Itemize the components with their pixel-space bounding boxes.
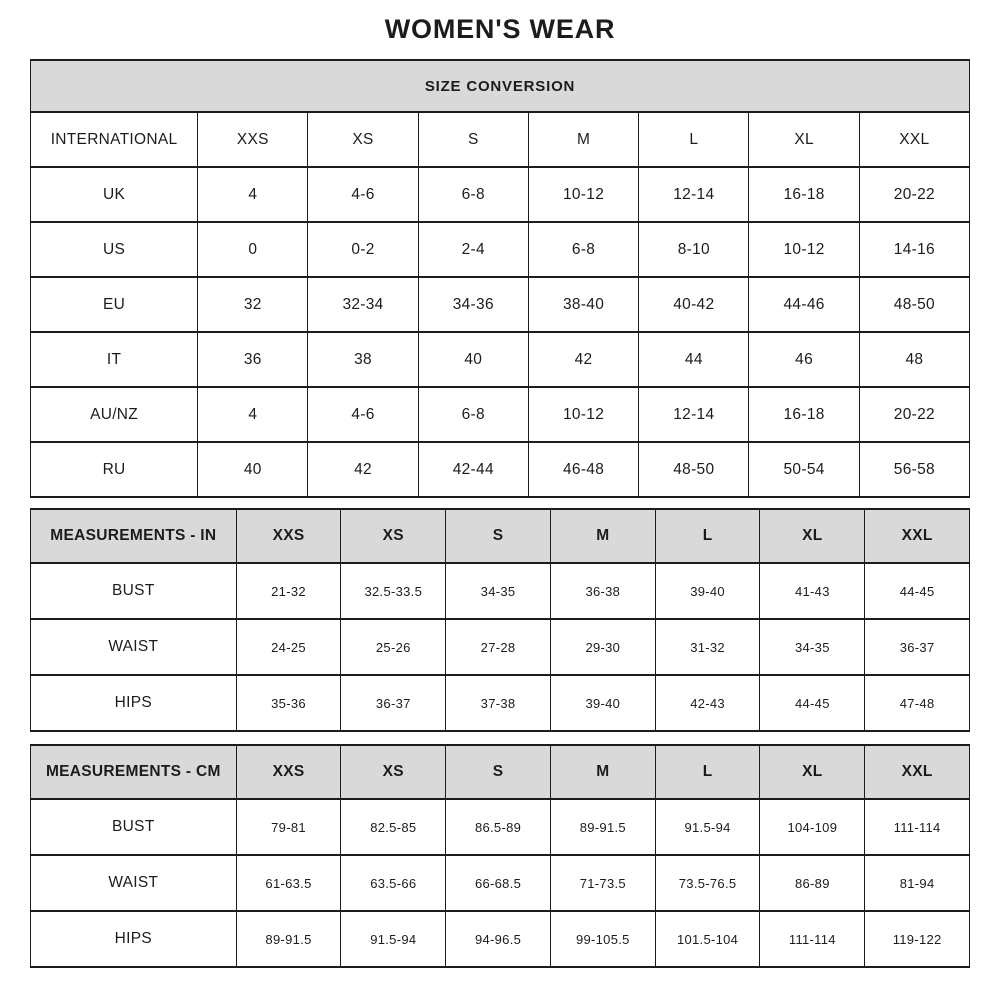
- row-label: EU: [31, 277, 198, 332]
- value-cell: 20-22: [859, 167, 969, 222]
- value-cell: 27-28: [446, 619, 551, 675]
- table-title-cell: MEASUREMENTS - CM: [31, 745, 237, 799]
- table-row: [31, 442, 970, 497]
- size-column-header: S: [446, 745, 551, 799]
- value-cell: 34-36: [418, 277, 528, 332]
- value-cell: 6-8: [418, 387, 528, 442]
- size-column-header: XL: [760, 745, 865, 799]
- row-label: WAIST: [31, 619, 237, 675]
- size-column-header: XXS: [236, 509, 341, 563]
- size-column-header: L: [639, 112, 749, 167]
- value-cell: 79-81: [236, 799, 341, 855]
- value-cell: 40-42: [639, 277, 749, 332]
- row-label: WAIST: [31, 855, 237, 911]
- value-cell: 21-32: [236, 563, 341, 619]
- value-cell: 42: [528, 332, 638, 387]
- table-header-row: [31, 745, 970, 799]
- table-row: [31, 911, 970, 967]
- table-row: [31, 855, 970, 911]
- value-cell: 111-114: [865, 799, 970, 855]
- value-cell: 14-16: [859, 222, 969, 277]
- table-row: [31, 675, 970, 731]
- size-column-header: XS: [341, 745, 446, 799]
- value-cell: 86.5-89: [446, 799, 551, 855]
- value-cell: 40: [418, 332, 528, 387]
- size-column-header: XXL: [859, 112, 969, 167]
- table-row: [31, 619, 970, 675]
- value-cell: 32.5-33.5: [341, 563, 446, 619]
- row-label: BUST: [31, 799, 237, 855]
- size-column-header: M: [550, 745, 655, 799]
- value-cell: 63.5-66: [341, 855, 446, 911]
- size-column-header: XL: [749, 112, 859, 167]
- value-cell: 12-14: [639, 167, 749, 222]
- value-cell: 8-10: [639, 222, 749, 277]
- value-cell: 4-6: [308, 167, 418, 222]
- value-cell: 47-48: [865, 675, 970, 731]
- value-cell: 36-37: [865, 619, 970, 675]
- size-column-header: S: [418, 112, 528, 167]
- value-cell: 10-12: [528, 167, 638, 222]
- measurements-cm-table-body: [31, 799, 970, 967]
- value-cell: 46-48: [528, 442, 638, 497]
- value-cell: 16-18: [749, 167, 859, 222]
- table-row: [31, 563, 970, 619]
- value-cell: 32: [198, 277, 308, 332]
- value-cell: 10-12: [749, 222, 859, 277]
- table-header-row: [31, 509, 970, 563]
- table-row: [31, 167, 970, 222]
- row-label: HIPS: [31, 675, 237, 731]
- value-cell: 61-63.5: [236, 855, 341, 911]
- value-cell: 71-73.5: [550, 855, 655, 911]
- value-cell: 35-36: [236, 675, 341, 731]
- value-cell: 6-8: [418, 167, 528, 222]
- table-title-cell: MEASUREMENTS - IN: [31, 509, 237, 563]
- table-row: [31, 332, 970, 387]
- value-cell: 42: [308, 442, 418, 497]
- value-cell: 86-89: [760, 855, 865, 911]
- size-column-header: XXL: [865, 509, 970, 563]
- row-label: IT: [31, 332, 198, 387]
- value-cell: 6-8: [528, 222, 638, 277]
- value-cell: 42-43: [655, 675, 760, 731]
- value-cell: 82.5-85: [341, 799, 446, 855]
- size-column-header: XXL: [865, 745, 970, 799]
- size-column-header: M: [528, 112, 638, 167]
- table-title-cell: INTERNATIONAL: [31, 112, 198, 167]
- value-cell: 4: [198, 167, 308, 222]
- row-label: RU: [31, 442, 198, 497]
- row-label: AU/NZ: [31, 387, 198, 442]
- value-cell: 46: [749, 332, 859, 387]
- value-cell: 56-58: [859, 442, 969, 497]
- measurements-cm-table-head: [31, 745, 970, 799]
- value-cell: 16-18: [749, 387, 859, 442]
- value-cell: 4-6: [308, 387, 418, 442]
- value-cell: 89-91.5: [550, 799, 655, 855]
- table-header-row: [31, 112, 970, 167]
- value-cell: 34-35: [446, 563, 551, 619]
- value-cell: 37-38: [446, 675, 551, 731]
- value-cell: 34-35: [760, 619, 865, 675]
- value-cell: 40: [198, 442, 308, 497]
- table-row: [31, 222, 970, 277]
- table-row: [31, 799, 970, 855]
- value-cell: 119-122: [865, 911, 970, 967]
- value-cell: 44-45: [760, 675, 865, 731]
- value-cell: 91.5-94: [655, 799, 760, 855]
- value-cell: 94-96.5: [446, 911, 551, 967]
- size-column-header: M: [550, 509, 655, 563]
- value-cell: 38: [308, 332, 418, 387]
- value-cell: 89-91.5: [236, 911, 341, 967]
- value-cell: 29-30: [550, 619, 655, 675]
- value-cell: 38-40: [528, 277, 638, 332]
- value-cell: 2-4: [418, 222, 528, 277]
- size-column-header: L: [655, 745, 760, 799]
- value-cell: 39-40: [550, 675, 655, 731]
- value-cell: 4: [198, 387, 308, 442]
- measurements-in-table-body: [31, 563, 970, 731]
- size-column-header: XS: [341, 509, 446, 563]
- value-cell: 44-45: [865, 563, 970, 619]
- value-cell: 48-50: [859, 277, 969, 332]
- value-cell: 32-34: [308, 277, 418, 332]
- measurements-cm-table: [30, 744, 970, 968]
- size-column-header: XS: [308, 112, 418, 167]
- value-cell: 101.5-104: [655, 911, 760, 967]
- row-label: UK: [31, 167, 198, 222]
- row-label: US: [31, 222, 198, 277]
- value-cell: 44-46: [749, 277, 859, 332]
- value-cell: 36-38: [550, 563, 655, 619]
- table-banner: SIZE CONVERSION: [31, 60, 970, 112]
- value-cell: 66-68.5: [446, 855, 551, 911]
- size-column-header: XL: [760, 509, 865, 563]
- value-cell: 99-105.5: [550, 911, 655, 967]
- measurements-in-table-head: [31, 509, 970, 563]
- value-cell: 10-12: [528, 387, 638, 442]
- value-cell: 25-26: [341, 619, 446, 675]
- measurements-in-table: [30, 508, 970, 732]
- row-label: HIPS: [31, 911, 237, 967]
- page-title: WOMEN'S WEAR: [384, 14, 616, 44]
- size-column-header: XXS: [198, 112, 308, 167]
- value-cell: 41-43: [760, 563, 865, 619]
- size-column-header: L: [655, 509, 760, 563]
- value-cell: 39-40: [655, 563, 760, 619]
- value-cell: 0: [198, 222, 308, 277]
- table-banner-row: [31, 60, 970, 112]
- value-cell: 0-2: [308, 222, 418, 277]
- value-cell: 24-25: [236, 619, 341, 675]
- table-row: [31, 277, 970, 332]
- size-column-header: S: [446, 509, 551, 563]
- value-cell: 81-94: [865, 855, 970, 911]
- value-cell: 73.5-76.5: [655, 855, 760, 911]
- value-cell: 104-109: [760, 799, 865, 855]
- value-cell: 44: [639, 332, 749, 387]
- value-cell: 48-50: [639, 442, 749, 497]
- value-cell: 111-114: [760, 911, 865, 967]
- size-conversion-table-body: [31, 167, 970, 497]
- size-conversion-table-head: [31, 60, 970, 167]
- value-cell: 91.5-94: [341, 911, 446, 967]
- table-row: [31, 387, 970, 442]
- value-cell: 36: [198, 332, 308, 387]
- value-cell: 50-54: [749, 442, 859, 497]
- value-cell: 36-37: [341, 675, 446, 731]
- value-cell: 12-14: [639, 387, 749, 442]
- value-cell: 42-44: [418, 442, 528, 497]
- value-cell: 20-22: [859, 387, 969, 442]
- size-column-header: XXS: [236, 745, 341, 799]
- value-cell: 48: [859, 332, 969, 387]
- size-conversion-table: [30, 59, 970, 498]
- row-label: BUST: [31, 563, 237, 619]
- value-cell: 31-32: [655, 619, 760, 675]
